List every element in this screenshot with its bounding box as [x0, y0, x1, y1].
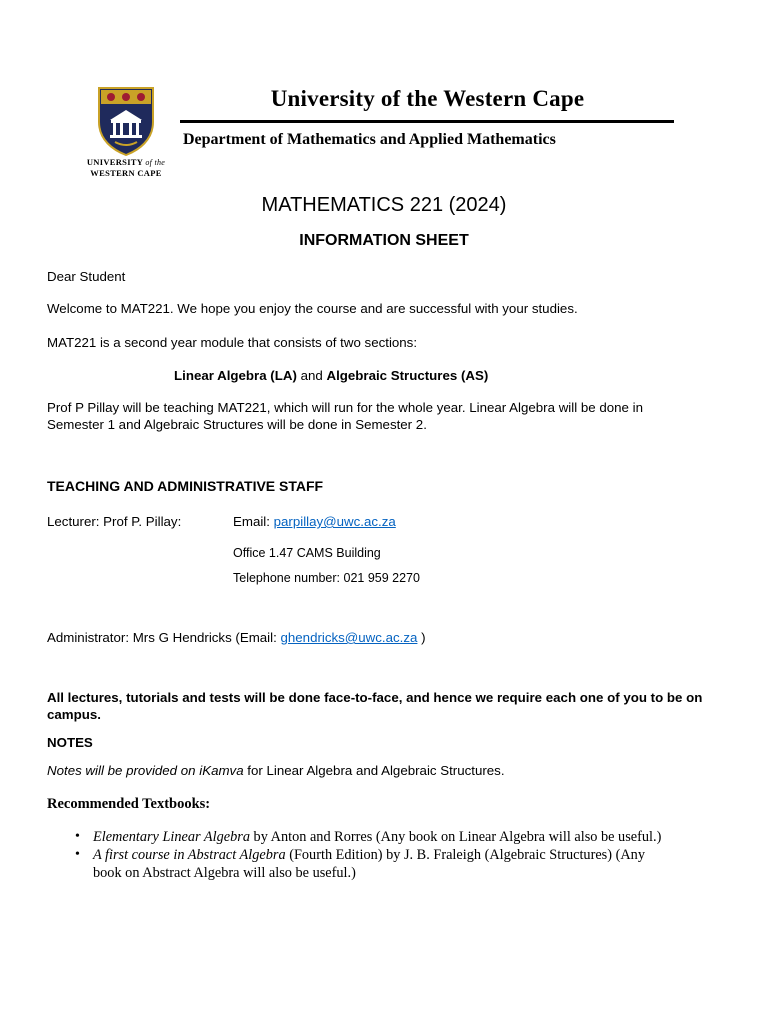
- module-intro: MAT221 is a second year module that consists of two sections:: [47, 335, 418, 350]
- notes-italic: Notes will be provided on iKamva: [47, 763, 244, 778]
- lecturer-label: Lecturer: Prof P. Pillay:: [47, 514, 182, 529]
- course-title: MATHEMATICS 221 (2024): [261, 194, 507, 216]
- staff-heading: TEACHING AND ADMINISTRATIVE STAFF: [47, 478, 324, 494]
- notes-rest: for Linear Algebra and Algebraic Structures.: [243, 763, 505, 778]
- textbook-details: by Anton and Rorres (Any book on Linear Algebra will also be useful.): [249, 829, 662, 845]
- sheet-title: INFORMATION SHEET: [299, 232, 469, 249]
- greeting: Dear Student: [47, 269, 126, 284]
- lecturer-office: Office 1.47 CAMS Building: [233, 546, 381, 560]
- section-connector: and: [296, 368, 327, 383]
- notes-paragraph: [47, 762, 737, 779]
- teaching-paragraph: [47, 399, 737, 433]
- notice-line-2: campus.: [47, 707, 101, 722]
- face-to-face-notice: [47, 689, 737, 723]
- teaching-line-2: Semester 1 and Algebraic Structures will be done in Semester 2.: [47, 417, 427, 432]
- notes-heading: NOTES: [47, 735, 93, 750]
- textbook-title: Elementary Linear Algebra: [93, 829, 250, 845]
- textbook-title: A first course in Abstract Algebra: [93, 847, 286, 863]
- crest-caption-university: UNIVERSITY: [86, 157, 143, 167]
- section-linear-algebra: Linear Algebra (LA): [174, 368, 297, 383]
- email-label: Email:: [233, 514, 274, 529]
- textbooks-list: [75, 828, 735, 882]
- textbooks-heading: Recommended Textbooks:: [47, 796, 211, 812]
- administrator-email-link[interactable]: ghendricks@uwc.ac.za: [280, 630, 418, 645]
- notice-line-1: All lectures, tutorials and tests will be done face-to-face, and hence we require each one of you to be on: [47, 690, 703, 705]
- crest-caption-western-cape: WESTERN CAPE: [90, 168, 162, 178]
- textbook-details-continued: book on Abstract Algebra will also be useful.): [93, 865, 356, 881]
- lecturer-email-link[interactable]: parpillay@uwc.ac.za: [273, 514, 396, 529]
- lecturer-email-line: [233, 513, 733, 530]
- lecturer-telephone: Telephone number: 021 959 2270: [233, 571, 420, 585]
- crest-caption-of-the: of the: [145, 158, 166, 167]
- administrator-suffix: ): [417, 630, 426, 645]
- university-crest-logo: [95, 86, 157, 156]
- administrator-line: [47, 629, 737, 646]
- section-algebraic-structures: Algebraic Structures (AS): [326, 368, 489, 383]
- welcome-paragraph: Welcome to MAT221. We hope you enjoy the course and are successful with your studies.: [47, 301, 578, 316]
- university-title: University of the Western Cape: [270, 86, 585, 111]
- teaching-line-1: Prof P Pillay will be teaching MAT221, which will run for the whole year. Linear Algebra will be done in: [47, 400, 643, 415]
- list-item: [75, 846, 735, 882]
- module-sections: [174, 367, 734, 384]
- department-title: Department of Mathematics and Applied Mathematics: [183, 131, 556, 148]
- header-rule: [180, 120, 674, 123]
- administrator-prefix: Administrator: Mrs G Hendricks (Email:: [47, 630, 281, 645]
- textbook-details: (Fourth Edition) by J. B. Fraleigh (Algebraic Structures) (Any: [285, 847, 645, 863]
- crest-caption: [70, 157, 182, 178]
- list-item: [75, 828, 735, 846]
